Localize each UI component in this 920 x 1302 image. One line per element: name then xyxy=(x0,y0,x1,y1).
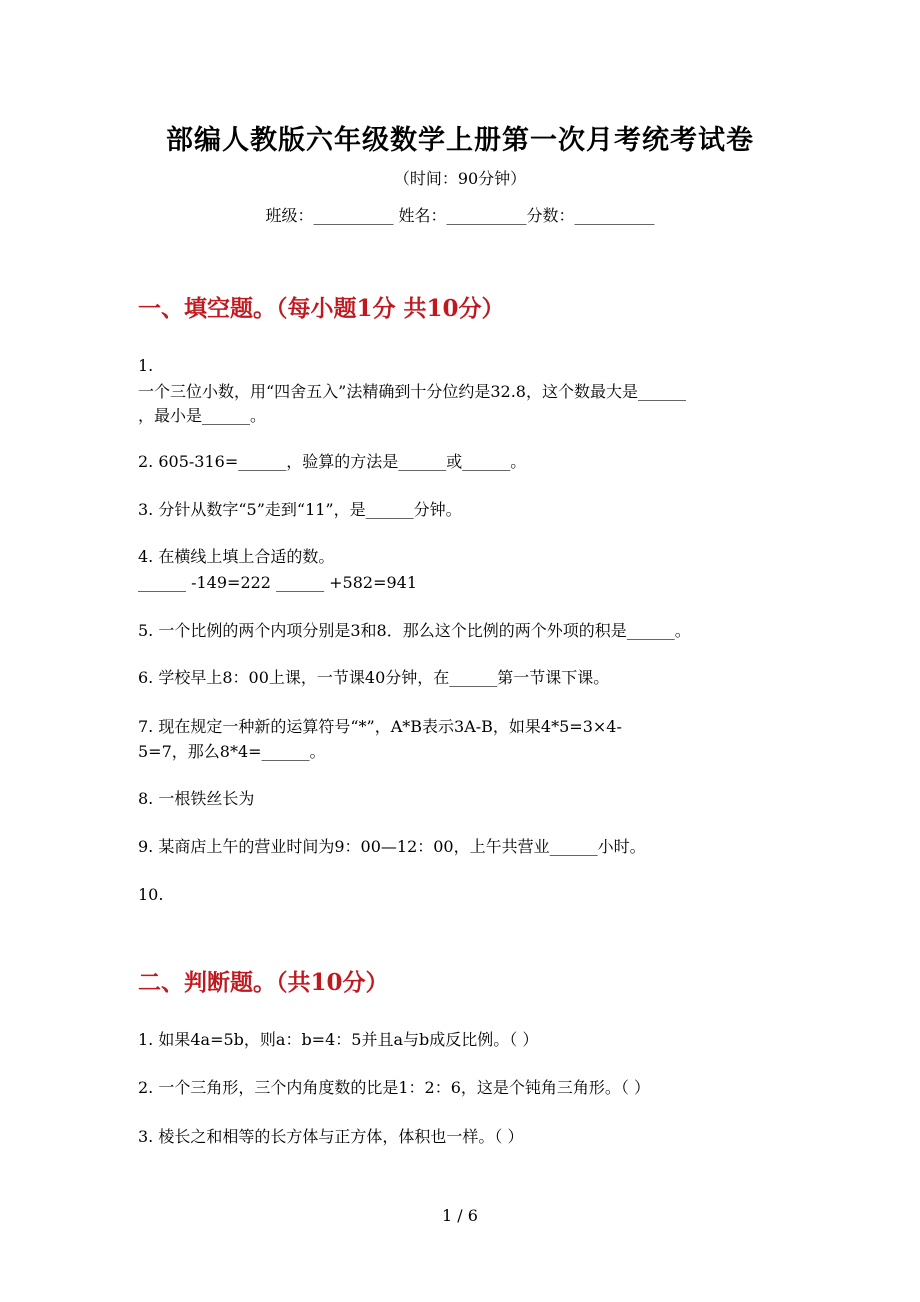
page-title: 部编人教版六年级数学上册第一次月考统考试卷 xyxy=(166,125,754,156)
section-heading-true-false: 二、判断题。（共10分） xyxy=(138,969,389,996)
question-2: 2. 605-316=______，验算的方法是______或______。 xyxy=(138,452,527,471)
judgment-question-3: 3. 棱长之和相等的长方体与正方体，体积也一样。（ ） xyxy=(138,1127,524,1146)
question-1-line-1: 一个三位小数，用“四舍五入”法精确到十分位约是32.8，这个数最大是______ xyxy=(138,382,686,401)
question-7-line-1: 7. 现在规定一种新的运算符号“*”，A*B表示3A-B，如果4*5=3×4- xyxy=(138,717,622,736)
question-6: 6. 学校早上8：00上课，一节课40分钟，在______第一节课下课。 xyxy=(138,668,610,687)
question-7-line-2: 5=7，那么8*4=______。 xyxy=(138,742,326,761)
question-1-line-2: ，最小是______。 xyxy=(138,406,267,425)
question-3: 3. 分针从数字“5”走到“11”，是______分钟。 xyxy=(138,500,462,519)
judgment-question-2: 2. 一个三角形，三个内角度数的比是1：2：6，这是个钝角三角形。（ ） xyxy=(138,1078,650,1097)
section-heading-fill-in: 一、填空题。（每小题1分 共10分） xyxy=(138,295,505,322)
question-1-number: 1. xyxy=(138,356,154,375)
judgment-question-1: 1. 如果4a=5b，则a：b=4：5并且a与b成反比例。（ ） xyxy=(138,1030,539,1049)
question-8: 8. 一根铁丝长为 xyxy=(138,789,255,808)
exam-time: （时间：90分钟） xyxy=(393,169,527,188)
question-4-line-1: 4. 在横线上填上合适的数。 xyxy=(138,547,335,566)
student-info-line: 班级：__________ 姓名：__________分数：__________ xyxy=(265,206,655,225)
question-9: 9. 某商店上午的营业时间为9：00—12：00，上午共营业______小时。 xyxy=(138,837,646,856)
question-4-line-2: ______ -149=222 ______ +582=941 xyxy=(138,573,418,592)
question-5: 5. 一个比例的两个内项分别是3和8．那么这个比例的两个外项的积是______。 xyxy=(138,621,691,640)
page-number: 1 / 6 xyxy=(442,1206,478,1225)
question-10: 10. xyxy=(138,885,164,904)
